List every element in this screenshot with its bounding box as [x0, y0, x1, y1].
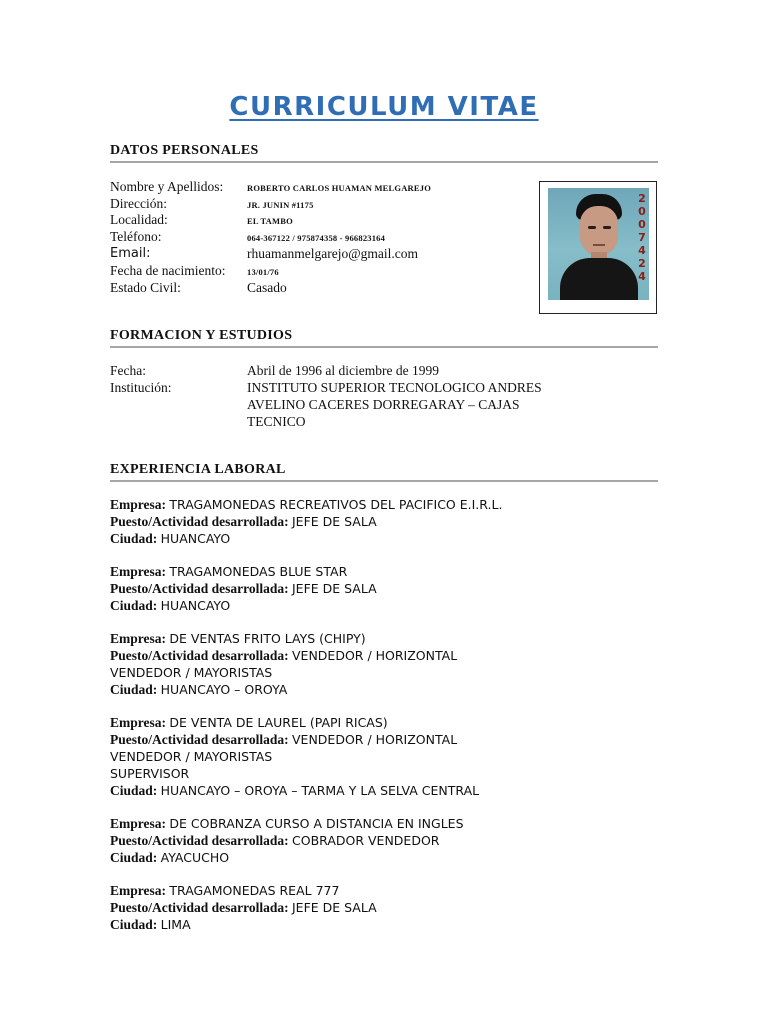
- company-name: DE VENTA DE LAUREL (PAPI RICAS): [169, 715, 388, 730]
- institution-line: AVELINO CACERES DORREGARAY – CAJAS: [247, 397, 520, 412]
- job-1-company: [110, 496, 502, 513]
- field-label: Fecha:: [110, 363, 146, 378]
- job-3-city: [110, 681, 287, 698]
- label-ciudad: Ciudad:: [110, 850, 158, 865]
- label-puesto: Puesto/Actividad desarrollada:: [110, 833, 289, 848]
- job-4-position-extra: [110, 748, 272, 765]
- job-2-position: [110, 580, 377, 597]
- position-extra: SUPERVISOR: [110, 766, 190, 781]
- field-value: 13/01/76: [247, 267, 279, 277]
- label-puesto: Puesto/Actividad desarrollada:: [110, 900, 289, 915]
- profile-photo-frame: [539, 181, 657, 314]
- city-name: HUANCAYO – OROYA – TARMA Y LA SELVA CENTRAL: [160, 783, 480, 798]
- job-2-company: [110, 563, 347, 580]
- job-6-city: [110, 916, 191, 933]
- job-4-company: [110, 714, 388, 731]
- position-extra: VENDEDOR / MAYORISTAS: [110, 665, 273, 680]
- label-empresa: Empresa:: [110, 715, 166, 730]
- label-puesto: Puesto/Actividad desarrollada:: [110, 648, 289, 663]
- company-name: TRAGAMONEDAS REAL 777: [169, 883, 340, 898]
- job-5-company: [110, 815, 464, 832]
- field-label: Teléfono:: [110, 229, 162, 244]
- section-heading-personal: DATOS PERSONALES: [110, 143, 658, 163]
- job-6-company: [110, 882, 339, 899]
- email-value: rhuamanmelgarejo@gmail.com: [247, 246, 418, 261]
- company-name: DE VENTAS FRITO LAYS (CHIPY): [169, 631, 366, 646]
- label-ciudad: Ciudad:: [110, 917, 158, 932]
- institution-line: INSTITUTO SUPERIOR TECNOLOGICO ANDRES: [247, 380, 542, 395]
- position-name: JEFE DE SALA: [292, 900, 377, 915]
- label-ciudad: Ciudad:: [110, 598, 158, 613]
- position-name: COBRADOR VENDEDOR: [292, 833, 440, 848]
- document-title: CURRICULUM VITAE: [229, 92, 539, 122]
- profile-photo: [548, 188, 649, 300]
- company-name: TRAGAMONEDAS RECREATIVOS DEL PACIFICO E.I.R.L.: [169, 497, 503, 512]
- label-empresa: Empresa:: [110, 564, 166, 579]
- label-ciudad: Ciudad:: [110, 531, 158, 546]
- job-5-city: [110, 849, 229, 866]
- city-name: HUANCAYO – OROYA: [160, 682, 288, 697]
- job-4-city: [110, 782, 479, 799]
- label-empresa: Empresa:: [110, 883, 166, 898]
- label-empresa: Empresa:: [110, 497, 166, 512]
- position-name: JEFE DE SALA: [292, 514, 377, 529]
- position-name: JEFE DE SALA: [292, 581, 377, 596]
- field-value: JR. JUNIN #1175: [247, 200, 314, 210]
- field-value: Casado: [247, 280, 287, 295]
- job-6-position: [110, 899, 377, 916]
- city-name: LIMA: [160, 917, 191, 932]
- label-empresa: Empresa:: [110, 816, 166, 831]
- field-label: Nombre y Apellidos:: [110, 179, 224, 194]
- field-label: Email:: [110, 246, 151, 261]
- field-value: Abril de 1996 al diciembre de 1999: [247, 363, 439, 378]
- job-3-position-extra: [110, 664, 272, 681]
- field-label: Institución:: [110, 380, 172, 395]
- city-name: HUANCAYO: [160, 531, 231, 546]
- job-1-position: [110, 513, 377, 530]
- field-value: ROBERTO CARLOS HUAMAN MELGAREJO: [247, 183, 432, 193]
- company-name: DE COBRANZA CURSO A DISTANCIA EN INGLES: [169, 816, 464, 831]
- position-extra: VENDEDOR / MAYORISTAS: [110, 749, 273, 764]
- label-ciudad: Ciudad:: [110, 682, 158, 697]
- city-name: HUANCAYO: [160, 598, 231, 613]
- job-2-city: [110, 597, 230, 614]
- company-name: TRAGAMONEDAS BLUE STAR: [169, 564, 348, 579]
- field-label: Localidad:: [110, 212, 168, 227]
- city-name: AYACUCHO: [160, 850, 230, 865]
- field-value: EL TAMBO: [247, 216, 293, 226]
- job-3-position: [110, 647, 457, 664]
- job-3-company: [110, 630, 366, 647]
- job-4-position-extra: [110, 765, 189, 782]
- job-1-city: [110, 530, 230, 547]
- job-5-position: [110, 832, 439, 849]
- label-empresa: Empresa:: [110, 631, 166, 646]
- job-4-position: [110, 731, 457, 748]
- label-puesto: Puesto/Actividad desarrollada:: [110, 581, 289, 596]
- position-name: VENDEDOR / HORIZONTAL: [292, 648, 458, 663]
- section-heading-experience: EXPERIENCIA LABORAL: [110, 462, 658, 482]
- position-name: VENDEDOR / HORIZONTAL: [292, 732, 458, 747]
- field-label: Dirección:: [110, 196, 167, 211]
- section-heading-education: FORMACION Y ESTUDIOS: [110, 328, 658, 348]
- label-puesto: Puesto/Actividad desarrollada:: [110, 514, 289, 529]
- field-label: Estado Civil:: [110, 280, 181, 295]
- field-value: 064-367122 / 975874358 - 966823164: [247, 233, 386, 243]
- label-puesto: Puesto/Actividad desarrollada:: [110, 732, 289, 747]
- field-label: Fecha de nacimiento:: [110, 263, 226, 278]
- institution-line: TECNICO: [247, 414, 306, 429]
- label-ciudad: Ciudad:: [110, 783, 158, 798]
- photo-stamp-number: 2007424: [638, 192, 646, 283]
